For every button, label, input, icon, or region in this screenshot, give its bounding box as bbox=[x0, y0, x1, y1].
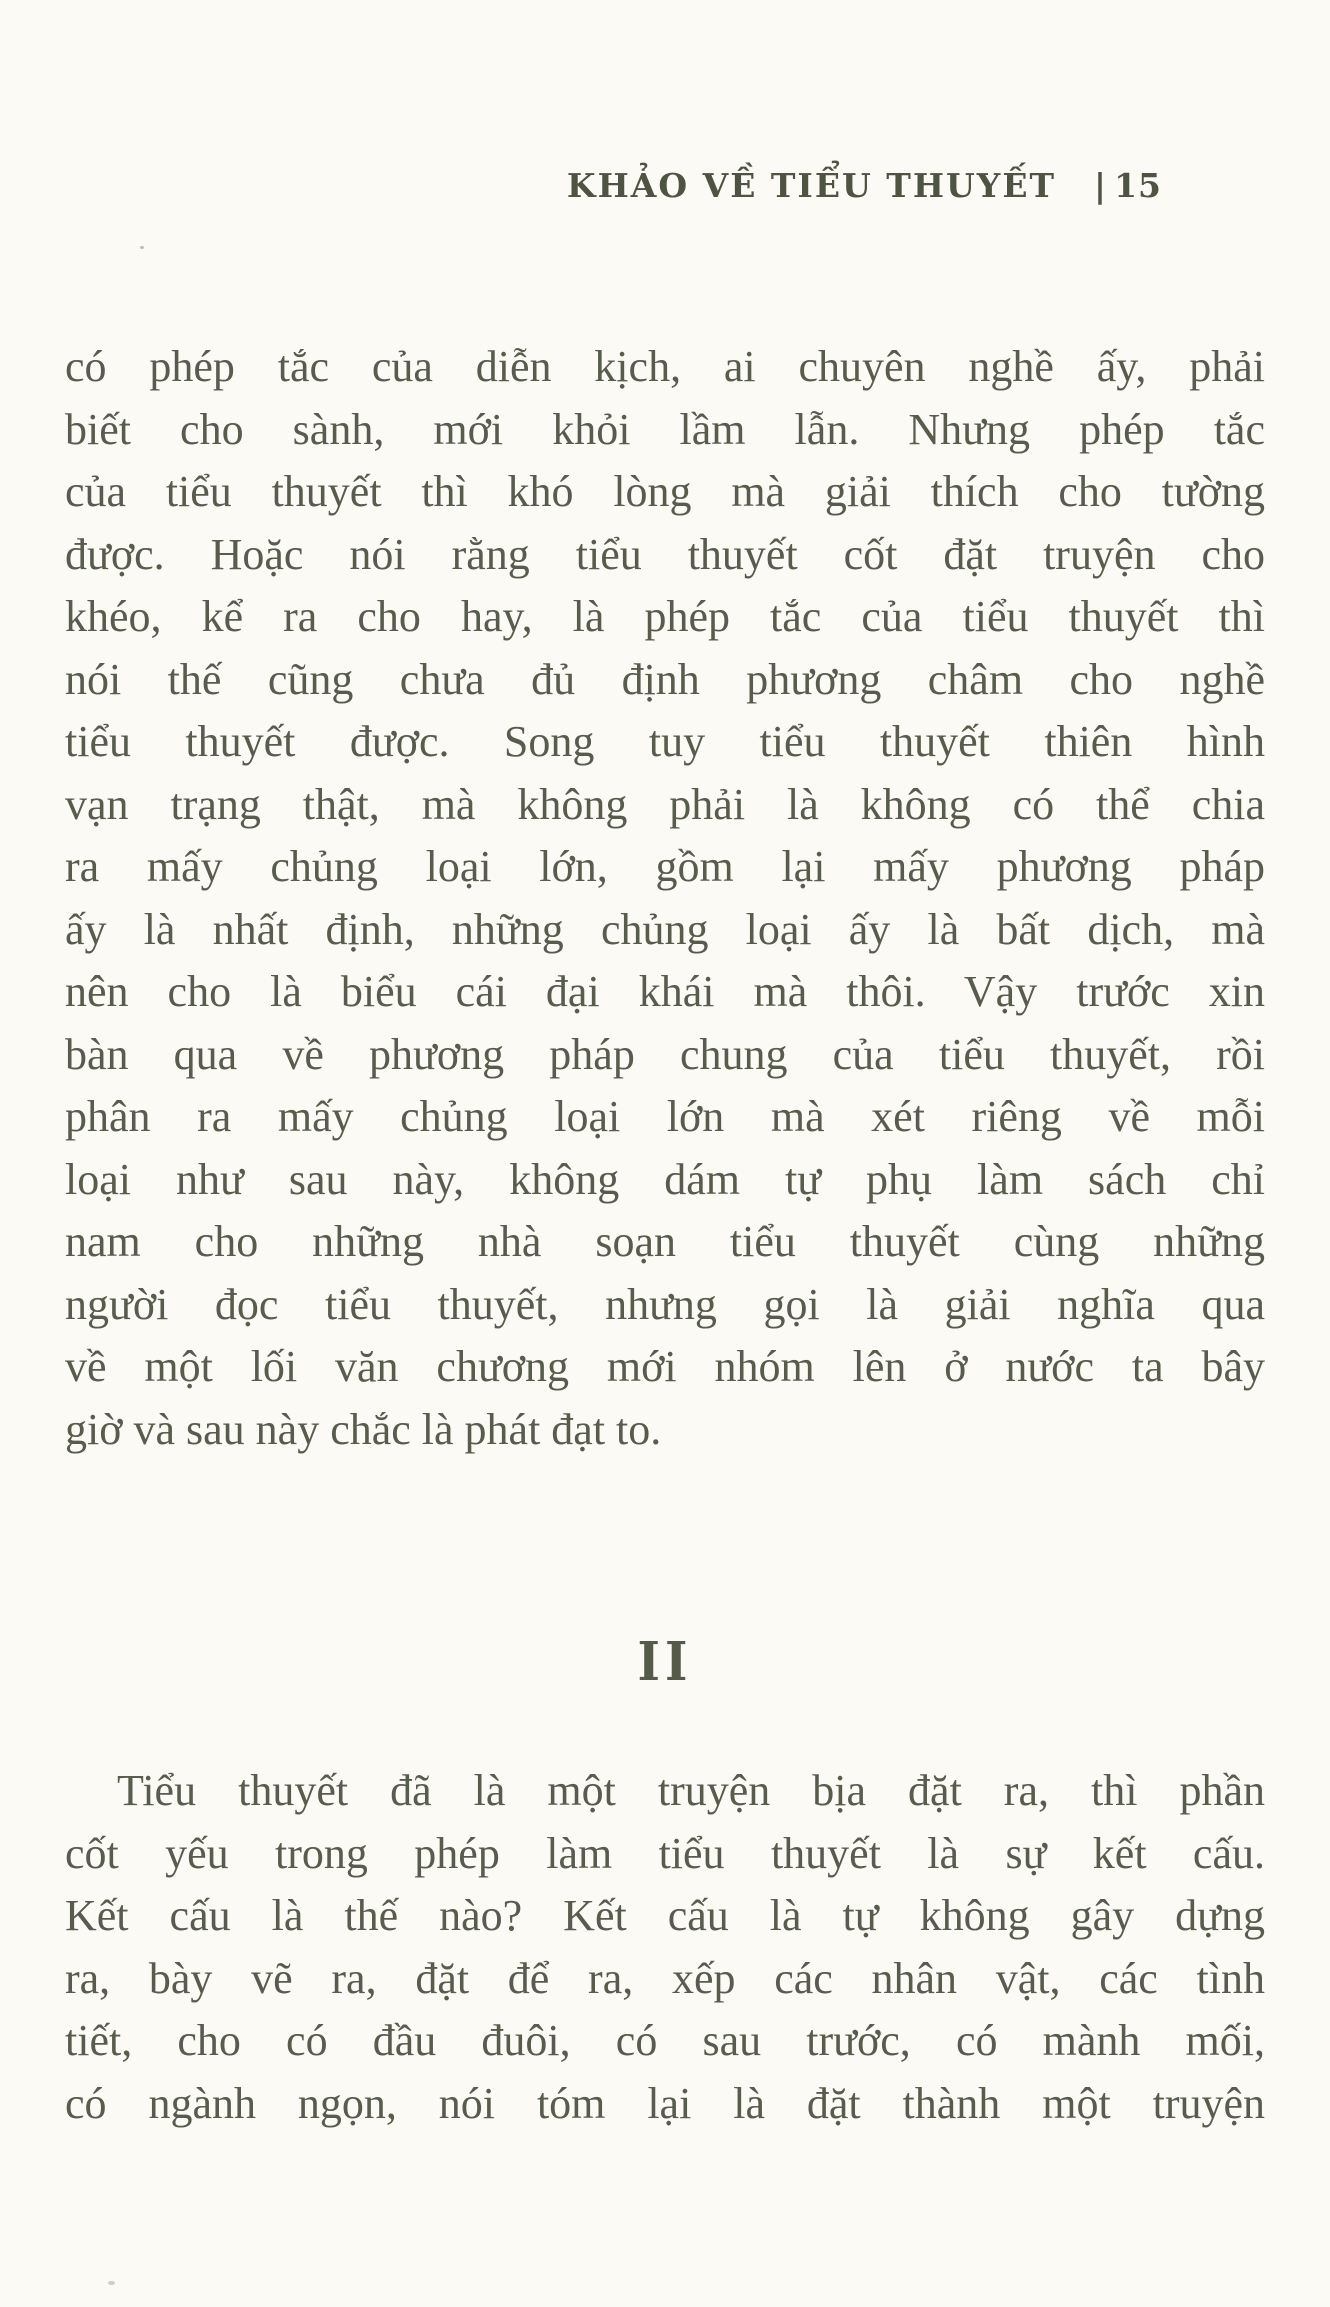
text-line: giờ và sau này chắc là phát đạt to. bbox=[65, 1404, 662, 1454]
text-line: Kết cấu là thế nào? Kết cấu là tự không gây dựng bbox=[65, 1891, 1265, 1940]
text-line: ra, bày vẽ ra, đặt để ra, xếp các nhân vật, các tình bbox=[65, 1953, 1265, 2003]
paragraph-1 bbox=[65, 336, 1265, 1461]
text-line: biết cho sành, mới khỏi lầm lẫn. Nhưng phép tắc bbox=[65, 404, 1265, 454]
text-line: có ngành ngọn, nói tóm lại là đặt thành một truyện bbox=[65, 2078, 1265, 2128]
text-line: ra mấy chủng loại lớn, gồm lại mấy phương pháp bbox=[65, 842, 1265, 891]
text-line: Tiểu thuyết đã là một truyện bịa đặt ra, thì phần bbox=[117, 1766, 1265, 1815]
text-line: ấy là nhất định, những chủng loại ấy là bất dịch, mà bbox=[65, 904, 1265, 954]
text-line: nam cho những nhà soạn tiểu thuyết cùng những bbox=[65, 1217, 1265, 1266]
text-line: người đọc tiểu thuyết, nhưng gọi là giải nghĩa qua bbox=[65, 1279, 1265, 1329]
header-separator: | bbox=[1094, 166, 1109, 205]
text-line: bàn qua về phương pháp chung của tiểu thuyết, rồi bbox=[65, 1029, 1265, 1079]
running-header bbox=[0, 166, 1330, 205]
text-line: có phép tắc của diễn kịch, ai chuyên nghề ấy, phải bbox=[65, 342, 1265, 391]
text-line: của tiểu thuyết thì khó lòng mà giải thích cho tường bbox=[65, 467, 1265, 516]
text-line: phân ra mấy chủng loại lớn mà xét riêng về mỗi bbox=[65, 1092, 1265, 1141]
text-line: nên cho là biểu cái đại khái mà thôi. Vậy trước xin bbox=[65, 967, 1265, 1016]
running-header-title: KHẢO VỀ TIỂU THUYẾT bbox=[566, 166, 1057, 205]
scan-artifact-mark bbox=[140, 246, 144, 249]
text-line: cốt yếu trong phép làm tiểu thuyết là sự kết cấu. bbox=[65, 1828, 1265, 1878]
text-line: về một lối văn chương mới nhóm lên ở nước ta bây bbox=[65, 1342, 1265, 1391]
text-line: tiết, cho có đầu đuôi, có sau trước, có mành mối, bbox=[65, 2016, 1265, 2065]
paragraph-2 bbox=[65, 1760, 1265, 2135]
text-line: khéo, kể ra cho hay, là phép tắc của tiểu thuyết thì bbox=[65, 592, 1265, 641]
section-heading-numeral: II bbox=[637, 1630, 693, 1694]
scan-artifact-mark bbox=[108, 2281, 115, 2285]
text-line: được. Hoặc nói rằng tiểu thuyết cốt đặt truyện cho bbox=[65, 529, 1265, 579]
text-line: vạn trạng thật, mà không phải là không có thể chia bbox=[65, 779, 1265, 829]
page-number: 15 bbox=[1114, 166, 1162, 205]
text-line: nói thế cũng chưa đủ định phương châm cho nghề bbox=[65, 654, 1265, 704]
text-line: tiểu thuyết được. Song tuy tiểu thuyết thiên hình bbox=[65, 717, 1265, 766]
text-line: loại như sau này, không dám tự phụ làm sách chỉ bbox=[65, 1154, 1265, 1204]
